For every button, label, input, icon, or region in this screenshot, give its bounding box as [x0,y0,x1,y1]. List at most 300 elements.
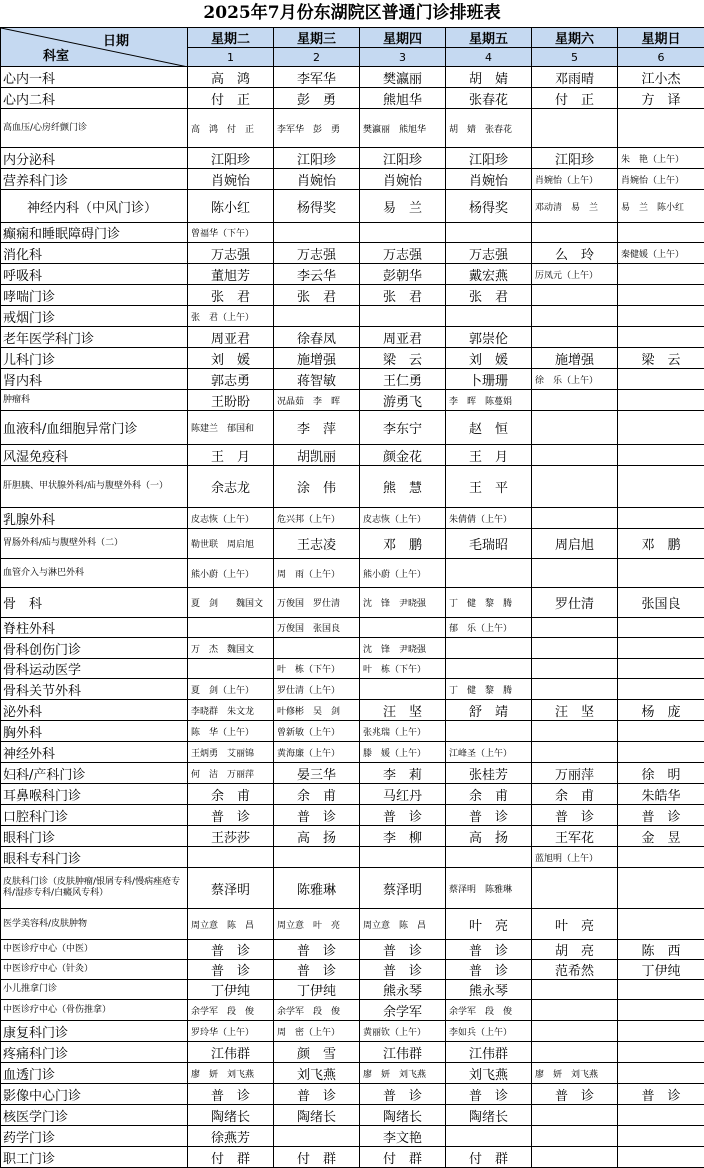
doctor-cell: 陈 西 [618,940,704,960]
doctor-cell: 胡凯丽 [274,445,360,466]
table-row [1,1021,704,1042]
schedule-table [0,27,704,1168]
department-name: 中医诊疗中心（骨伤推拿） [1,1000,188,1021]
doctor-cell: 朱 艳（上午） [618,148,704,169]
doctor-cell: 秦健媛（上午） [618,243,704,264]
table-row [1,243,704,264]
doctor-cell: 肖婉怡 [274,169,360,190]
doctor-cell: 廖 妍 刘飞燕 [532,1063,618,1084]
department-name: 风湿免疫科 [1,445,188,466]
day-header: 星期日 [618,28,704,48]
doctor-cell: 付 群 [188,1147,274,1168]
doctor-cell [532,721,618,742]
doctor-cell: 颜 雪 [274,1042,360,1063]
doctor-cell [618,659,704,679]
department-name: 老年医学科门诊 [1,327,188,348]
doctor-cell: 郭志勇 [188,369,274,390]
doctor-cell: 曾福华（下午） [188,223,274,243]
doctor-cell: 熊旭华 [360,88,446,109]
doctor-cell [618,1000,704,1021]
doctor-cell: 普 诊 [360,940,446,960]
doctor-cell: 普 诊 [446,960,532,980]
doctor-cell: 万志强 [360,243,446,264]
table-row [1,148,704,169]
doctor-cell [618,1063,704,1084]
doctor-cell: 胡 亮 [532,940,618,960]
table-row [1,659,704,679]
doctor-cell [532,285,618,306]
doctor-cell [360,618,446,638]
doctor-cell: 江阳珍 [446,148,532,169]
department-name: 耳鼻喉科门诊 [1,784,188,805]
doctor-cell [618,1147,704,1168]
department-name: 胸外科 [1,721,188,742]
doctor-cell: 普 诊 [618,805,704,826]
doctor-cell: 高 鸿 [188,67,274,88]
doctor-cell [532,679,618,700]
doctor-cell: 徐 明 [618,763,704,784]
table-row [1,390,704,411]
doctor-cell [532,659,618,679]
doctor-cell: 王盼盼 [188,390,274,411]
doctor-cell: 余志龙 [188,466,274,508]
diagonal-divider [1,28,188,67]
doctor-cell: 江峰圣（上午） [446,742,532,763]
doctor-cell: 张 君 [446,285,532,306]
doctor-cell: 罗仕清 [532,588,618,618]
doctor-cell [618,980,704,1000]
department-name: 眼科门诊 [1,826,188,847]
table-row [1,306,704,327]
department-name: 血液科/血细胞异常门诊 [1,411,188,445]
doctor-cell: 杨得奖 [274,190,360,223]
doctor-cell: 万俊国 张国良 [274,618,360,638]
table-row [1,445,704,466]
department-name: 肾内科 [1,369,188,390]
department-name: 心内二科 [1,88,188,109]
doctor-cell [446,1126,532,1147]
table-row [1,559,704,588]
doctor-cell [618,847,704,868]
doctor-cell: 夏 剑（上午） [188,679,274,700]
doctor-cell: 高 扬 [446,826,532,847]
doctor-cell [618,909,704,940]
doctor-cell: 彭朝华 [360,264,446,285]
department-name: 核医学门诊 [1,1105,188,1126]
department-name: 高血压/心房纤颤门诊 [1,109,188,148]
doctor-cell: 陈雅琳 [274,868,360,909]
doctor-cell: 熊永琴 [446,980,532,1000]
doctor-cell: 曾新敏（上午） [274,721,360,742]
doctor-cell: 余 甫 [188,784,274,805]
doctor-cell: 陈 华（上午） [188,721,274,742]
doctor-cell [532,445,618,466]
doctor-cell [274,306,360,327]
doctor-cell: 叶 栋（下午） [360,659,446,679]
doctor-cell: 熊小蔚（上午） [360,559,446,588]
table-row [1,679,704,700]
doctor-cell: 李云华 [274,264,360,285]
doctor-cell: 游勇飞 [360,390,446,411]
doctor-cell [446,223,532,243]
doctor-cell: 李文艳 [360,1126,446,1147]
doctor-cell [188,659,274,679]
doctor-cell [618,508,704,529]
doctor-cell: 徐春凤 [274,327,360,348]
table-row [1,638,704,659]
table-row [1,466,704,508]
doctor-cell: 万 杰 魏国文 [188,638,274,659]
doctor-cell: 肖婉怡 [188,169,274,190]
doctor-cell: 沈 锋 尹晓强 [360,638,446,659]
doctor-cell: 张桂芳 [446,763,532,784]
doctor-cell [618,369,704,390]
doctor-cell: 邓雨晴 [532,67,618,88]
doctor-cell [446,659,532,679]
doctor-cell: 张 君 [188,285,274,306]
doctor-cell: 普 诊 [360,960,446,980]
doctor-cell: 高 鸿 付 正 [188,109,274,148]
table-row [1,1126,704,1147]
table-row [1,508,704,529]
department-name: 呼吸科 [1,264,188,285]
doctor-cell: 丁伊纯 [618,960,704,980]
doctor-cell: 梁 云 [618,348,704,369]
doctor-cell [532,1042,618,1063]
doctor-cell: 毛瑞昭 [446,529,532,559]
doctor-cell: 丁伊纯 [274,980,360,1000]
doctor-cell [532,559,618,588]
table-row [1,1147,704,1168]
doctor-cell [446,306,532,327]
table-row [1,1042,704,1063]
doctor-cell: 李东宁 [360,411,446,445]
department-name: 肝胆胰、甲状腺外科/疝与腹壁外科（一） [1,466,188,508]
table-row [1,700,704,721]
doctor-cell: 李晓群 朱文龙 [188,700,274,721]
doctor-cell: 刘 媛 [446,348,532,369]
doctor-cell: 张 君 [274,285,360,306]
doctor-cell [618,868,704,909]
doctor-cell: 陶绪长 [360,1105,446,1126]
date-label: 日期 [103,30,129,49]
doctor-cell: 樊瀛丽 [360,67,446,88]
doctor-cell: 张 君 [360,285,446,306]
doctor-cell [274,223,360,243]
doctor-cell: 况晶茹 李 晖 [274,390,360,411]
table-row [1,348,704,369]
doctor-cell: 朱皓华 [618,784,704,805]
doctor-cell: 张春花 [446,88,532,109]
doctor-cell: 周立意 陈 昌 [188,909,274,940]
doctor-cell [618,285,704,306]
doctor-cell: 普 诊 [188,960,274,980]
doctor-cell: 黄海廉（上午） [274,742,360,763]
table-row [1,940,704,960]
doctor-cell [360,847,446,868]
doctor-cell [532,306,618,327]
table-row [1,1000,704,1021]
department-name: 职工门诊 [1,1147,188,1168]
doctor-cell: 王炳勇 艾丽锦 [188,742,274,763]
doctor-cell [360,679,446,700]
doctor-cell: 邓动清 易 兰 [532,190,618,223]
doctor-cell: 周立意 叶 亮 [274,909,360,940]
department-name: 儿科门诊 [1,348,188,369]
doctor-cell: 叶修彬 吴 剑 [274,700,360,721]
doctor-cell: 杨 庞 [618,700,704,721]
doctor-cell [618,638,704,659]
doctor-cell [532,1126,618,1147]
doctor-cell: 江阳珍 [274,148,360,169]
doctor-cell [618,742,704,763]
table-row [1,1105,704,1126]
doctor-cell: 陈建兰 郁国和 [188,411,274,445]
table-row [1,909,704,940]
table-row [1,285,704,306]
table-row [1,742,704,763]
doctor-cell: 么 玲 [532,243,618,264]
doctor-cell [532,980,618,1000]
doctor-cell: 厉凤元（上午） [532,264,618,285]
doctor-cell [618,264,704,285]
doctor-cell: 李如兵（上午） [446,1021,532,1042]
table-row [1,169,704,190]
doctor-cell: 周 密（上午） [274,1021,360,1042]
doctor-cell: 蒋智敏 [274,369,360,390]
doctor-cell [532,508,618,529]
doctor-cell [532,223,618,243]
department-name: 骨科创伤门诊 [1,638,188,659]
doctor-cell: 熊小蔚（上午） [188,559,274,588]
table-row [1,223,704,243]
doctor-cell: 普 诊 [360,1084,446,1105]
doctor-cell: 付 群 [446,1147,532,1168]
doctor-cell [618,445,704,466]
table-row [1,721,704,742]
doctor-cell: 张国良 [618,588,704,618]
doctor-cell [446,847,532,868]
doctor-cell: 施增强 [274,348,360,369]
doctor-cell [446,721,532,742]
doctor-cell: 刘 媛 [188,348,274,369]
doctor-cell: 万俊国 罗仕清 [274,588,360,618]
doctor-cell [618,1042,704,1063]
department-name: 癫痫和睡眠障碍门诊 [1,223,188,243]
doctor-cell [188,847,274,868]
department-name: 心内一科 [1,67,188,88]
doctor-cell: 丁 健 黎 腾 [446,588,532,618]
doctor-cell: 普 诊 [274,940,360,960]
doctor-cell [618,327,704,348]
doctor-cell: 蔡泽明 [360,868,446,909]
doctor-cell: 汪 坚 [360,700,446,721]
doctor-cell [532,390,618,411]
doctor-cell [532,327,618,348]
doctor-cell [618,1021,704,1042]
doctor-cell: 徐燕芳 [188,1126,274,1147]
doctor-cell: 陶绪长 [188,1105,274,1126]
department-name: 消化科 [1,243,188,264]
doctor-cell: 皮志恢（上午） [188,508,274,529]
doctor-cell: 汪 坚 [532,700,618,721]
doctor-cell: 罗玲华（上午） [188,1021,274,1042]
doctor-cell: 周亚君 [360,327,446,348]
table-row [1,264,704,285]
table-row [1,411,704,445]
doctor-cell: 梁 云 [360,348,446,369]
doctor-cell: 张兆瑞（上午） [360,721,446,742]
doctor-cell: 张 君（上午） [188,306,274,327]
doctor-cell: 王军花 [532,826,618,847]
department-name: 药学门诊 [1,1126,188,1147]
doctor-cell: 蔡泽明 陈雅琳 [446,868,532,909]
doctor-cell: 滕 媛（上午） [360,742,446,763]
doctor-cell [618,721,704,742]
department-name: 骨科关节外科 [1,679,188,700]
doctor-cell: 黄丽钦（上午） [360,1021,446,1042]
department-name: 中医诊疗中心（针灸） [1,960,188,980]
doctor-cell: 郁 乐（上午） [446,618,532,638]
doctor-cell [618,223,704,243]
doctor-cell [618,1126,704,1147]
doctor-cell [618,466,704,508]
table-row [1,327,704,348]
doctor-cell: 蓝旭明（上午） [532,847,618,868]
doctor-cell: 丁 健 黎 腾 [446,679,532,700]
department-name: 眼科专科门诊 [1,847,188,868]
doctor-cell [532,742,618,763]
doctor-cell: 周亚君 [188,327,274,348]
doctor-cell [532,1105,618,1126]
doctor-cell: 徐 乐（上午） [532,369,618,390]
doctor-cell: 勒世联 周启旭 [188,529,274,559]
doctor-cell: 董旭芳 [188,264,274,285]
doctor-cell: 肖婉怡（上午） [532,169,618,190]
department-name: 疼痛科门诊 [1,1042,188,1063]
day-header: 星期六 [532,28,618,48]
department-name: 血管介入与淋巴外科 [1,559,188,588]
table-row [1,190,704,223]
department-name: 神经外科 [1,742,188,763]
date-header: 6 [618,48,704,67]
doctor-cell [360,223,446,243]
doctor-cell: 万志强 [188,243,274,264]
doctor-cell: 周 雨（上午） [274,559,360,588]
department-name: 口腔科门诊 [1,805,188,826]
doctor-cell: 廖 妍 刘飞燕 [360,1063,446,1084]
doctor-cell [446,638,532,659]
doctor-cell: 肖婉怡 [446,169,532,190]
doctor-cell [532,466,618,508]
doctor-cell [274,847,360,868]
doctor-cell [446,559,532,588]
doctor-cell: 何 洁 万丽萍 [188,763,274,784]
doctor-cell: 普 诊 [446,940,532,960]
doctor-cell: 普 诊 [360,805,446,826]
doctor-cell: 余学军 段 俊 [274,1000,360,1021]
date-header: 3 [360,48,446,67]
header-row-days [1,28,704,48]
doctor-cell: 颜金花 [360,445,446,466]
doctor-cell: 周立意 陈 昌 [360,909,446,940]
doctor-cell: 普 诊 [532,1084,618,1105]
doctor-cell: 余 甫 [274,784,360,805]
doctor-cell: 舒 靖 [446,700,532,721]
doctor-cell: 戴宏燕 [446,264,532,285]
department-name: 医学美容科/皮肤肿物 [1,909,188,940]
department-name: 小儿推拿门诊 [1,980,188,1000]
doctor-cell: 王仁勇 [360,369,446,390]
doctor-cell [532,1147,618,1168]
doctor-cell: 罗仕清（上午） [274,679,360,700]
doctor-cell: 万志强 [274,243,360,264]
doctor-cell: 余学军 段 俊 [188,1000,274,1021]
doctor-cell: 余学军 段 俊 [446,1000,532,1021]
doctor-cell: 彭 勇 [274,88,360,109]
department-name: 神经内科（中风门诊） [1,190,188,223]
department-name: 营养科门诊 [1,169,188,190]
doctor-cell: 樊瀛丽 熊旭华 [360,109,446,148]
dept-label: 科室 [43,45,69,64]
doctor-cell: 易 兰 [360,190,446,223]
doctor-cell: 胡 婧 张春花 [446,109,532,148]
department-name: 哮喘门诊 [1,285,188,306]
doctor-cell [274,1126,360,1147]
doctor-cell: 李 柳 [360,826,446,847]
date-header: 1 [188,48,274,67]
doctor-cell: 涂 伟 [274,466,360,508]
doctor-cell: 皮志恢（上午） [360,508,446,529]
table-row [1,868,704,909]
table-row [1,369,704,390]
doctor-cell: 熊 慧 [360,466,446,508]
doctor-cell: 熊永琴 [360,980,446,1000]
doctor-cell: 普 诊 [274,960,360,980]
doctor-cell: 李军华 [274,67,360,88]
doctor-cell: 王 月 [446,445,532,466]
doctor-cell: 王 平 [446,466,532,508]
doctor-cell [532,109,618,148]
doctor-cell: 叶 亮 [532,909,618,940]
department-name: 脊柱外科 [1,618,188,638]
date-header: 5 [532,48,618,67]
doctor-cell: 邓 鹏 [360,529,446,559]
doctor-cell: 余学军 [360,1000,446,1021]
doctor-cell [532,868,618,909]
doctor-cell [618,306,704,327]
table-row [1,618,704,638]
table-row [1,67,704,88]
doctor-cell: 江伟群 [188,1042,274,1063]
department-name: 泌外科 [1,700,188,721]
doctor-cell: 肖婉怡（上午） [618,169,704,190]
doctor-cell: 付 群 [360,1147,446,1168]
doctor-cell: 万志强 [446,243,532,264]
doctor-cell: 金 昱 [618,826,704,847]
table-row [1,960,704,980]
department-name: 康复科门诊 [1,1021,188,1042]
doctor-cell: 付 群 [274,1147,360,1168]
doctor-cell: 万丽萍 [532,763,618,784]
department-name: 内分泌科 [1,148,188,169]
department-name: 胃肠外科/疝与腹壁外科（二） [1,529,188,559]
table-row [1,980,704,1000]
table-row [1,763,704,784]
doctor-cell: 江伟群 [360,1042,446,1063]
doctor-cell [532,1000,618,1021]
doctor-cell: 普 诊 [274,805,360,826]
